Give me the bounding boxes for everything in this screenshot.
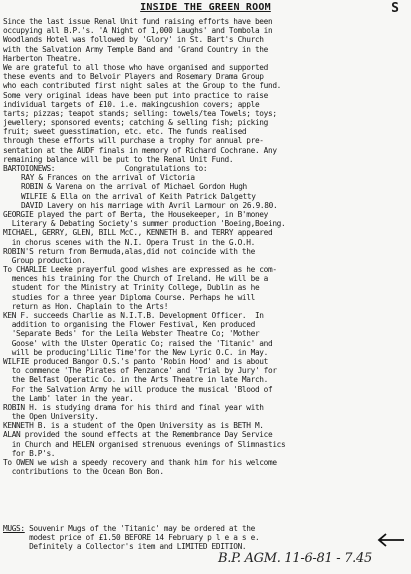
text-line: for B.P's. xyxy=(3,448,56,458)
mugs-line-1: MUGS: Souvenir Mugs of the 'Titanic' may be ordered at the xyxy=(3,524,255,533)
text-line: fruit; sweet guesstimation, etc. etc. The funds realised xyxy=(3,127,247,137)
header xyxy=(0,2,411,18)
text-line: Some very original ideas have been put into practice to raise xyxy=(3,90,268,100)
text-line: KEN F. succeeds Charlie as N.I.T.B. Development Officer. In xyxy=(3,311,264,320)
text-line: return as Hon. Chaplain to the Arts! xyxy=(3,301,169,311)
text-line: KENNETH B. is a student of the Open University as is BETH M. xyxy=(3,421,264,431)
page-title: INSIDE THE GREEN ROOM xyxy=(140,2,271,13)
text-line: Group production. xyxy=(3,255,86,265)
text-line: RAY & Frances on the arrival of Victoria xyxy=(21,173,195,183)
text-line: in chorus scenes with the N.I. Opera Trust in the G.O.H. xyxy=(3,237,255,247)
text-line: remaining balance will be put to the Renal Unit Fund. xyxy=(3,154,234,164)
mugs-line-2: modest price of £1.50 BEFORE 14 February p l e a s e. xyxy=(3,533,260,543)
text-line: in Church and HELEN organised strenuous evenings of Slimnastics xyxy=(3,439,286,449)
text-line: the Lamb' later in the year. xyxy=(3,393,134,403)
page-marker: S xyxy=(391,1,399,16)
text-line: occupying all B.P.'s. 'A Night of 1,000 Laughs' and Tombola in xyxy=(3,26,273,36)
text-line: ROBIN'S return from Bermuda,alas,did not coincide with the xyxy=(3,246,255,256)
text-line: sentation at the AUDF finals in memory of Richard Cochrane. Any xyxy=(3,145,277,155)
text-line: ROBIN H. is studying drama for his third and final year with xyxy=(3,402,264,412)
text-line: For the Salvation Army he will produce the musical 'Blood of xyxy=(3,384,273,394)
text-line: Since the last issue Renal Unit fund raising efforts have been xyxy=(3,17,273,26)
text-line: We are grateful to all those who have organised and supported xyxy=(3,62,268,72)
text-line: individual targets of £10. i.e. makingcushion covers; apple xyxy=(3,99,260,109)
text-line: jewellery; sponsored events; catching & selling fish; picking xyxy=(3,118,268,128)
text-line: Goose' with the Ulster Operatic Co; raised the 'Titanic' and xyxy=(3,338,273,348)
text-line: addition to organising the Flower Festival, Ken produced xyxy=(3,320,255,330)
text-line: will be producing'Lilic Time'for the New Lyric O.C. in May. xyxy=(3,347,268,357)
section-heading: BARTOIONEWS: Congratulations to: xyxy=(3,164,208,173)
text-line: to commence 'The Pirates of Penzance' and 'Trial by Jury' for xyxy=(3,366,277,376)
text-line: To OWEN we wish a speedy recovery and thank him for his welcome xyxy=(3,458,277,467)
text-line: these events and to Belvoir Players and Rosemary Drama Group xyxy=(3,72,264,82)
text-line: ALAN provided the sound effects at the Remembrance Day Service xyxy=(3,430,273,440)
text-line: GEORGIE played the part of Berta, the Housekeeper, in B'money xyxy=(3,209,268,219)
text-line: tarts; pizzas; teapot stands; selling: towels/tea Towels; toys; xyxy=(3,108,277,118)
handwritten-signature: B.P. AGM. 11-6-81 - 7.45 xyxy=(218,551,372,566)
mugs-label: MUGS: xyxy=(3,524,25,533)
text-line: student for the Ministry at Trinity College, Dublin as he xyxy=(3,283,260,293)
text-line: contributions to the Ocean Bon Bon. xyxy=(3,467,164,477)
text-line: the Open University. xyxy=(3,412,99,422)
text-line: the Belfast Operatic Co. in the Arts Theatre in late March. xyxy=(3,375,268,385)
mugs-notice xyxy=(3,524,408,554)
text-line: mences his training for the Church of Ireland. He will be a xyxy=(3,274,268,284)
text-line: studies for a three year Diploma Course. Perhaps he will xyxy=(3,292,255,302)
text-line: with the Salvation Army Temple Band and 'Grand Country in the xyxy=(3,44,268,54)
text-line: WILFIE & Ella on the arrival of Keith Patrick Dalgetty xyxy=(21,191,256,201)
text-line: To CHARLIE Leeke prayerful good wishes are expressed as he com- xyxy=(3,265,277,275)
text-line: who each contributed first night sales at the Group to the fund. xyxy=(3,81,282,91)
text-line: Woodlands Hotel was followed by 'Glory' in St. Bart's Church xyxy=(3,35,264,45)
mugs-line-3: Definitely a Collector's item and LIMITED EDITION. xyxy=(3,542,247,552)
text-line: through these efforts will purchase a trophy for annual pre- xyxy=(3,136,264,146)
text-line: DAVID Lavery on his marriage with Avril Larmour on 26.9.80. xyxy=(21,200,278,210)
text-line: WILFIE produced Bangor O.S.'s panto 'Robin Hood' and is about xyxy=(3,356,268,366)
text-line: 'Separate Beds' for the Leila Webster Theatre Co; 'Mother xyxy=(3,329,260,339)
article-body xyxy=(3,17,405,476)
text-line: Harberton Theatre. xyxy=(3,53,82,63)
text-line: MICHAEL, GERRY, GLEN, BILL McC., KENNETH B. and TERRY appeared xyxy=(3,228,273,238)
text-line: Literary & Debating Society's summer production 'Boeing,Boeing. xyxy=(3,219,286,229)
left-arrow-icon xyxy=(376,532,406,548)
text-line: ROBIN & Varena on the arrival of Michael Gordon Hugh xyxy=(21,182,247,192)
